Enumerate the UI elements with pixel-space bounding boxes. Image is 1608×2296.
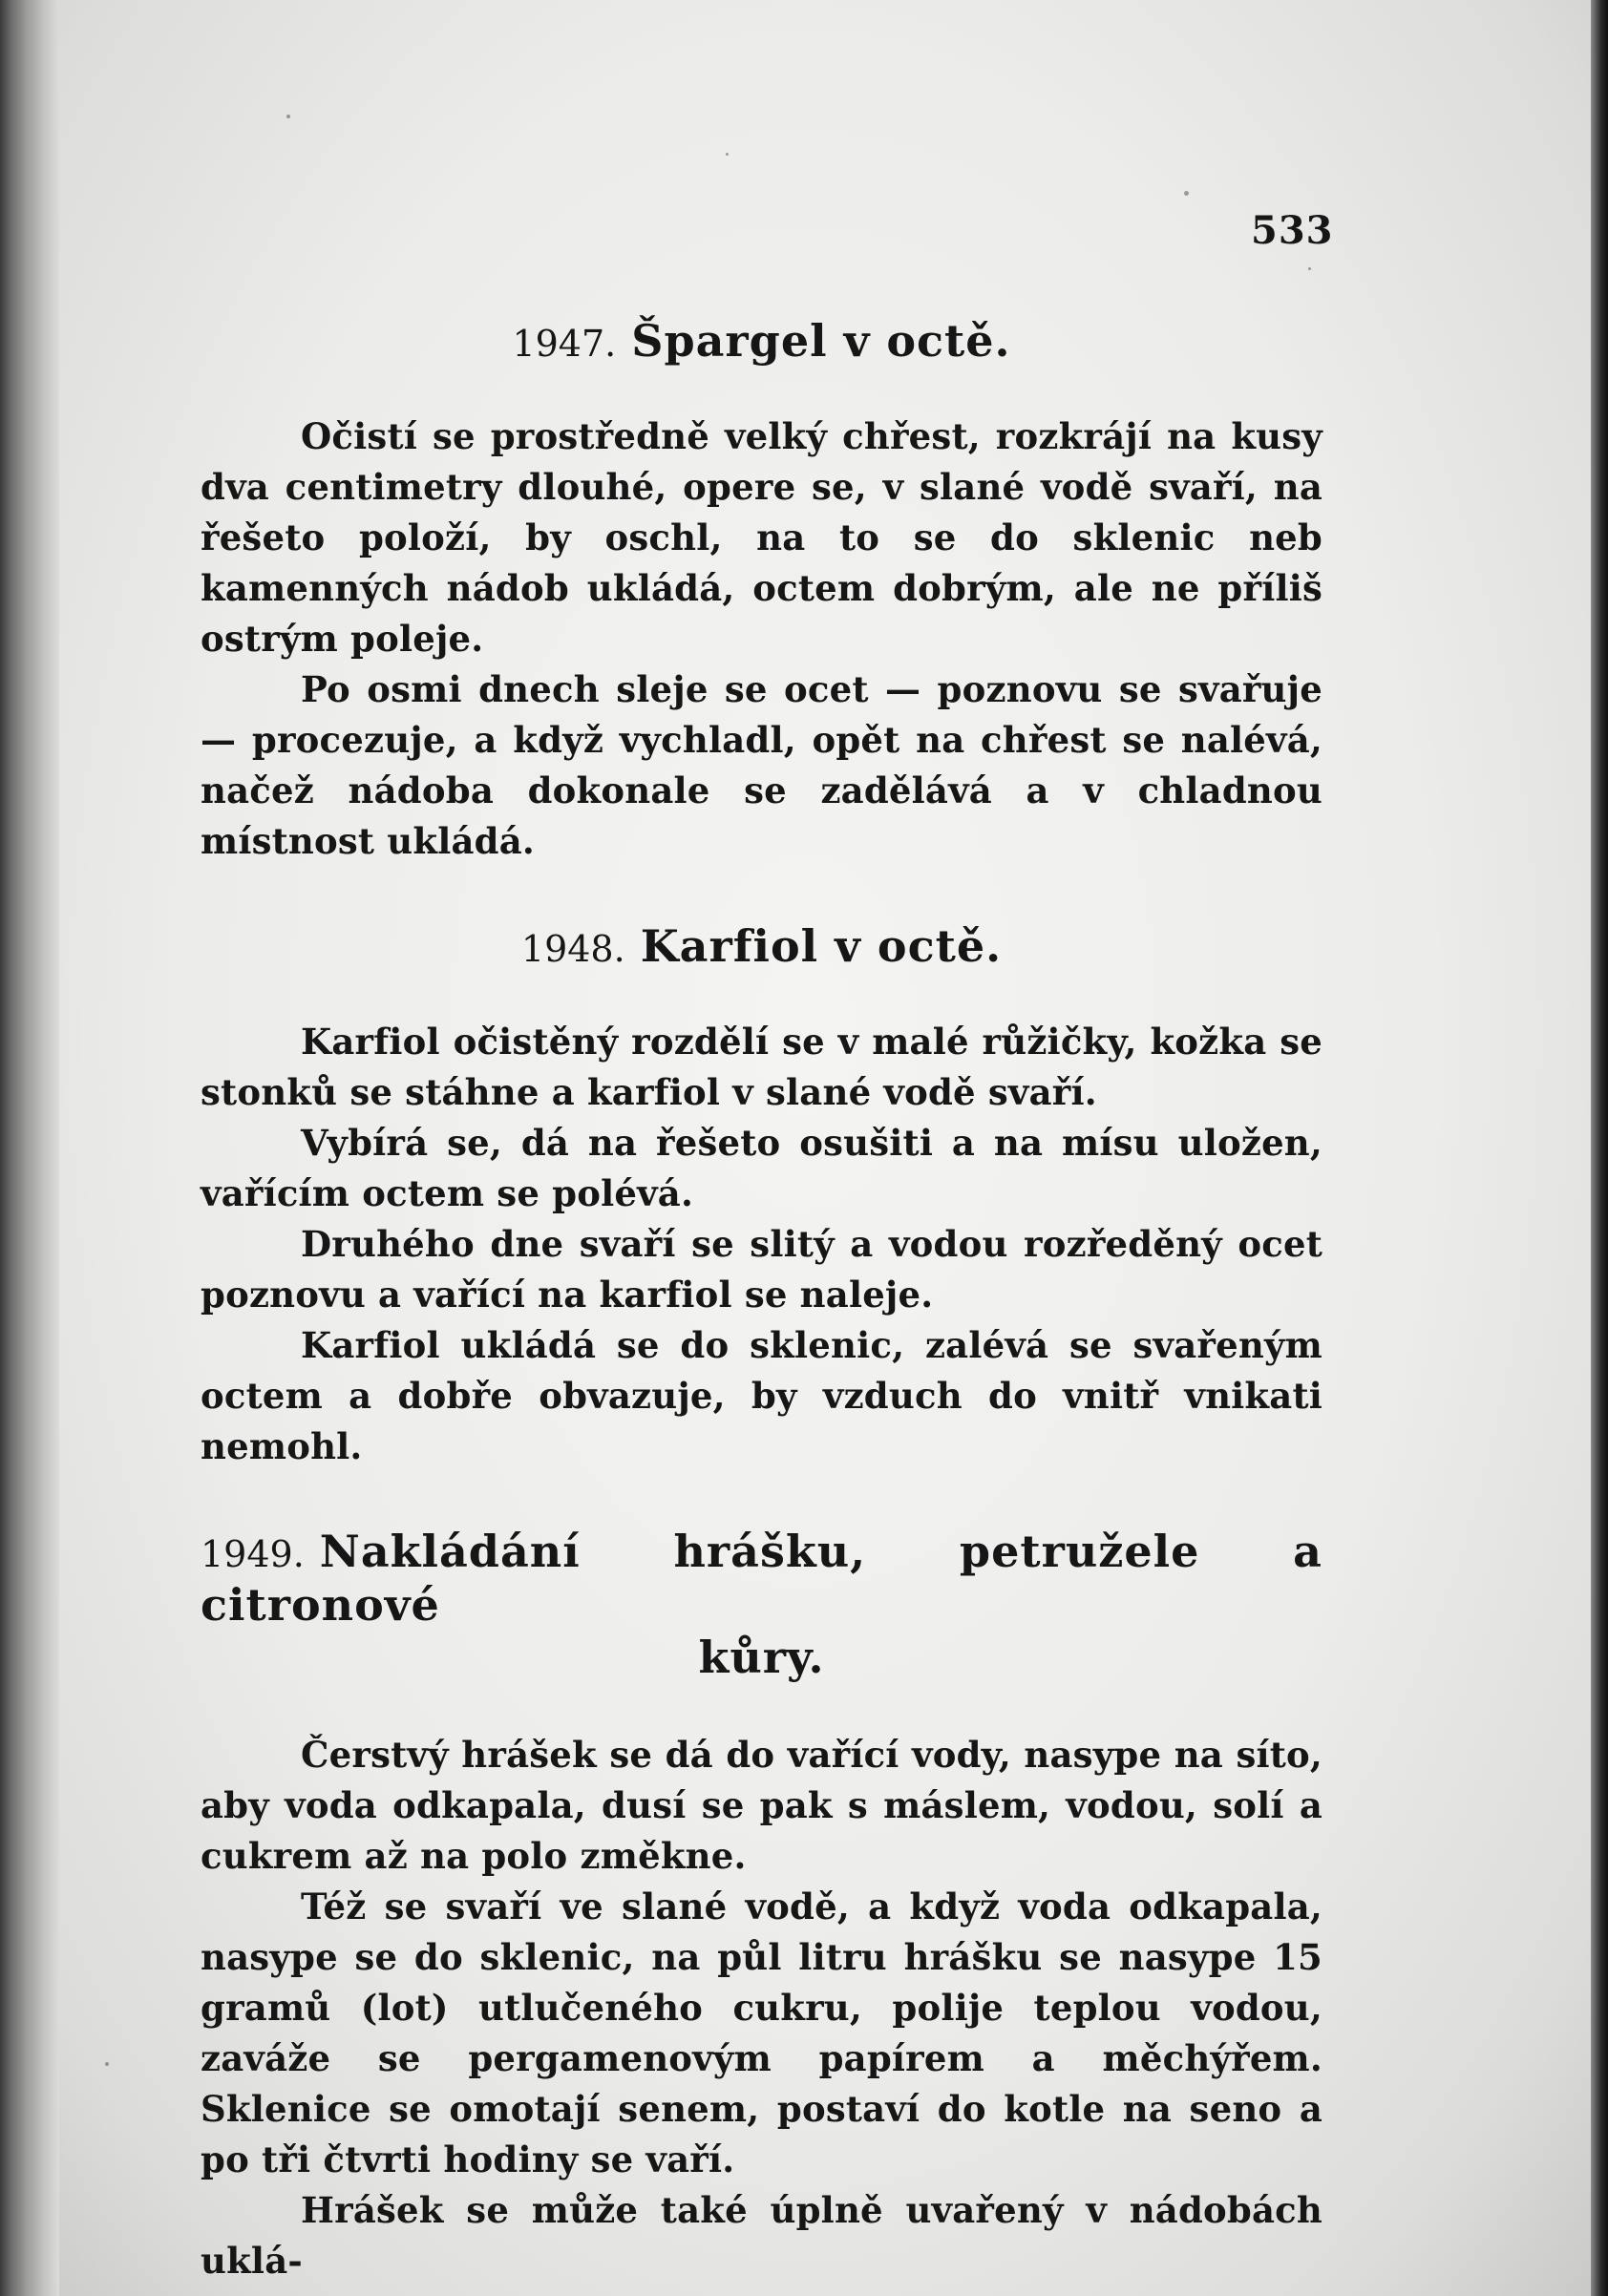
paper-speck xyxy=(286,115,290,118)
recipe-paragraph: Očistí se prostředně velký chřest, rozkrájí na kusy dva centimetry dlouhé, opere se, v slané vodě svaří, na řešeto položí, by oschl, na to se do sklenic neb kamenných nádob ukládá, octem dobrým, ale ne příliš ostrým poleje. xyxy=(201,415,1322,661)
recipe-heading-line xyxy=(201,1526,1322,1631)
page-number: 533 xyxy=(1251,208,1334,253)
book-spine-shadow xyxy=(0,0,59,2296)
paper-speck xyxy=(726,153,729,156)
recipe-number: 1947. xyxy=(512,323,617,365)
recipe-title: Špargel v octě. xyxy=(631,315,1011,367)
recipe-paragraph: Též se svaří ve slané vodě, a když voda odkapala, nasype se do sklenic, na půl litru hrášku se nasype 15 gramů (lot) utlučeného cukru, polije teplou vodou, zaváže se pergamenovým papírem a měchýřem. Sklenice se omotají senem, postaví do kotle na seno a po tři čtvrti hodiny se vaří. xyxy=(201,1885,1322,2180)
paper-speck xyxy=(1308,267,1311,270)
recipe-heading xyxy=(201,920,1322,973)
recipe-paragraph: Karfiol očistěný rozdělí se v malé růžičky, kožka se stonků se stáhne a karfiol v slané vodě svaří. xyxy=(201,1021,1322,1114)
recipe-number: 1949. xyxy=(201,1533,305,1576)
page-edge-shadow xyxy=(1591,0,1608,2296)
paper-speck xyxy=(1184,191,1189,196)
recipe-paragraph: Karfiol ukládá se do sklenic, zalévá se svařeným octem a dobře obvazuje, by vzduch do vnitř vnikati nemohl. xyxy=(201,1324,1322,1468)
recipe-paragraph: Druhého dne svaří se slitý a vodou rozředěný ocet poznovu a vařící na karfiol se naleje. xyxy=(201,1223,1322,1317)
recipe-paragraph: Hrášek se může také úplně uvařený v nádobách uklá- xyxy=(201,2188,1322,2282)
recipe-number: 1948. xyxy=(520,928,625,971)
recipe-title: Karfiol v octě. xyxy=(640,920,1003,973)
recipe-paragraph: Vybírá se, dá na řešeto osušiti a na mísu uložen, vařícím octem se polévá. xyxy=(201,1122,1322,1215)
recipe-title: Nakládání hrášku, petružele a citronové xyxy=(201,1526,1322,1631)
recipe-heading xyxy=(201,1526,1322,1684)
paper-speck xyxy=(105,2062,109,2066)
recipe-paragraph: Čerstvý hrášek se dá do vařící vody, nasype na síto, aby voda odkapala, dusí se pak s máslem, vodou, solí a cukrem až na polo změkne. xyxy=(201,1733,1322,1877)
recipe-paragraph: Po osmi dnech sleje se ocet — poznovu se svařuje — procezuje, a když vychladl, opět na chřest se nalévá, načež nádoba dokonale se zadělává a v chladnou místnost ukládá. xyxy=(201,668,1322,863)
recipe-heading xyxy=(201,315,1322,368)
recipe-title-continuation: kůry. xyxy=(698,1631,825,1683)
page-content xyxy=(201,315,1322,2286)
